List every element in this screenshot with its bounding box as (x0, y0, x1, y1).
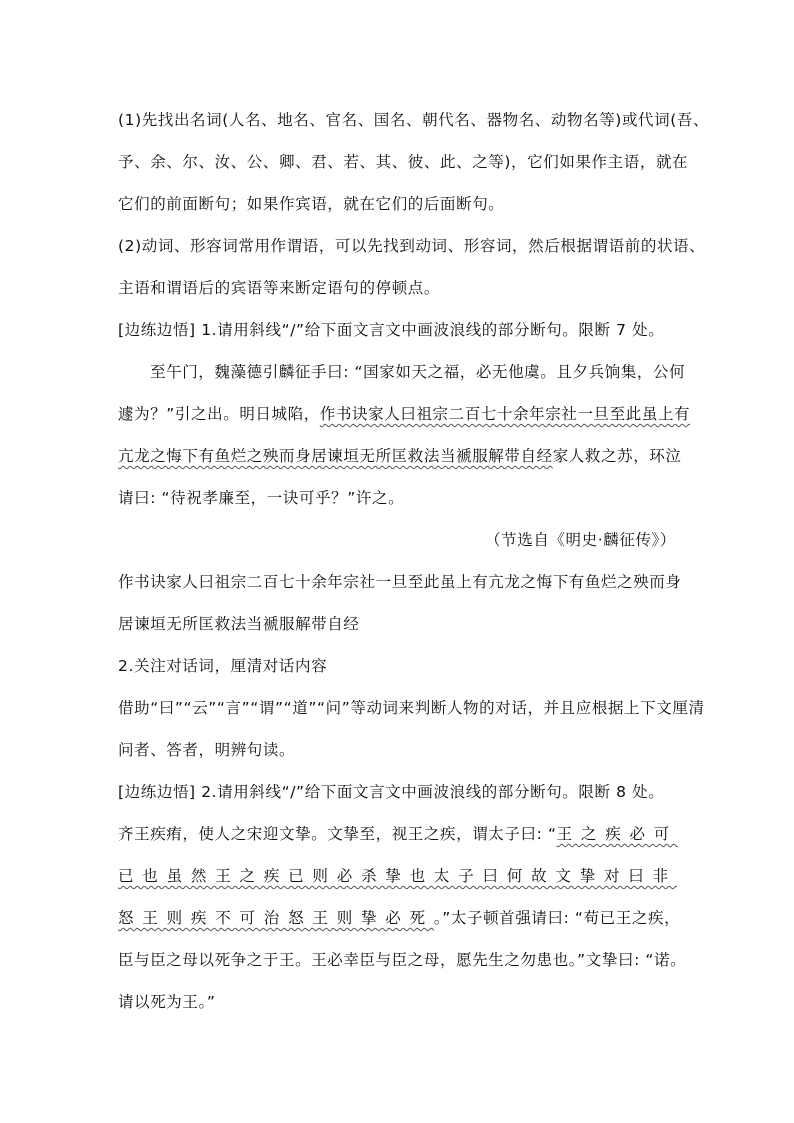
text-span: 齐王疾痏，使人之宋迎文挚。文挚至，视王之疾，谓太子曰: “ (118, 825, 557, 843)
passage-2-line-4 (118, 950, 686, 970)
text-line-2 (118, 152, 688, 172)
text-span: 请曰: “待祝孝廉至，一诀可乎？”许之。 (118, 489, 405, 507)
passage-2-line-1 (118, 824, 678, 844)
text-span: 主语和谓语后的宾语等来断定语句的停顿点。 (118, 279, 441, 297)
section-heading-2 (118, 656, 327, 676)
text-line-1 (118, 110, 709, 130)
source-citation (485, 530, 676, 550)
text-line-7 (118, 740, 295, 760)
text-span: （节选自《明史·麟征传》） (485, 531, 676, 549)
exercise-heading-1 (118, 320, 664, 340)
text-span: 请以死为王。” (118, 993, 216, 1011)
text-span: 问者、答者，明辨句读。 (118, 741, 296, 759)
text-span: 它们的前面断句；如果作宾语，就在它们的后面断句。 (118, 195, 505, 213)
text-span: 2.关注对话词，厘清对话内容 (118, 657, 328, 675)
exercise-heading-2 (118, 782, 664, 802)
passage-2-line-5 (118, 992, 215, 1012)
text-span: (2)动词、形容词常用作谓语，可以先找到动词、形容词，然后根据谓语前的状语、 (118, 237, 706, 255)
text-line-6 (118, 698, 705, 718)
wavy-underlined-text: 作书诀家人曰祖宗二百七十余年宗社一旦至此虽上有 (319, 405, 691, 423)
text-span: 借助“曰”“云”“言”“谓”“道”“问”等动词来判断人物的对话，并且应根据上下文厘清 (118, 699, 705, 717)
text-span: 。”太子顿首强请曰: “苟已王之疾， (433, 909, 681, 927)
answer-line-2 (118, 614, 360, 634)
text-span: 家人救之苏，环泣 (552, 447, 682, 465)
text-span: 作书诀家人曰祖宗二百七十余年宗社一旦至此虽上有亢龙之悔下有鱼烂之殃而身 (118, 573, 682, 591)
passage-1-line-3 (118, 446, 682, 466)
text-span: 至午门，魏藻德引麟征手曰: “国家如天之福，必无他虞。且夕兵饷集，公何 (150, 363, 686, 381)
wavy-underlined-text: 已也虽然王之疾已则必杀挚也太子曰何故文挚对曰非 (118, 867, 677, 885)
wavy-underlined-text: 亢龙之悔下有鱼烂之殃而身居谏垣无所匡救法当褫服解带自经 (118, 447, 553, 465)
passage-2-line-2 (118, 866, 677, 886)
text-span: 予、余、尔、汝、公、卿、君、若、其、彼、此、之等)，它们如果作主语，就在 (118, 153, 689, 171)
text-span: [边练边悟] 2.请用斜线“/”给下面文言文中画波浪线的部分断句。限断 8 处。 (118, 783, 665, 801)
wavy-underlined-text: 怒王则疾不可治怒王则挚必死 (118, 909, 434, 927)
passage-1-line-4 (118, 488, 404, 508)
text-span: 居谏垣无所匡救法当褫服解带自经 (118, 615, 360, 633)
text-span: (1)先找出名词(人名、地名、官名、国名、朝代名、器物名、动物名等)或代词(吾、 (118, 111, 710, 129)
text-span: 臣与臣之母以死争之于王。王必幸臣与臣之母，愿先生之勿患也。”文挚曰: “诺。 (118, 951, 687, 969)
text-line-3 (118, 194, 504, 214)
answer-line-1 (118, 572, 682, 592)
passage-1-line-2 (118, 404, 690, 424)
wavy-underlined-text: 王之疾必可 (556, 825, 679, 843)
passage-1-line-1 (150, 362, 685, 382)
text-line-4 (118, 236, 705, 256)
text-line-5 (118, 278, 440, 298)
text-span: [边练边悟] 1.请用斜线“/”给下面文言文中画波浪线的部分断句。限断 7 处。 (118, 321, 665, 339)
text-span: 遽为？”引之出。明日城陷， (118, 405, 320, 423)
passage-2-line-3 (118, 908, 680, 928)
